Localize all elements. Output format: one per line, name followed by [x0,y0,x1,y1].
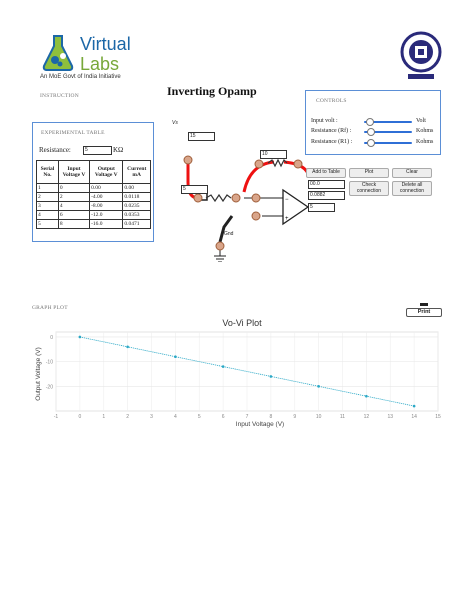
table-cell: 0.00 [90,184,123,193]
column-header: Output Voltage V [90,161,123,184]
controls-panel [305,90,441,155]
tagline: An MoE Govt of India Initiative [40,74,121,80]
table-cell: 0.0353 [123,211,151,220]
plot-button[interactable]: Plot [349,168,389,178]
y-tick-label: -10 [45,359,53,366]
table-cell: 8 [58,220,89,229]
data-point [79,336,82,339]
y-axis-label: Output Voltage (V) [35,347,42,401]
resistance-label: Resistance: [39,146,71,154]
table-row [37,211,151,220]
institute-seal-icon [400,26,442,82]
app-frame [28,24,444,274]
data-point [126,346,129,349]
terminal-ground [216,242,224,250]
instruction-link[interactable]: INSTRUCTION [40,93,79,99]
resistor-r1-icon [206,195,231,201]
table-cell: 5 [37,220,59,229]
chart-title: Vo-Vi Plot [222,318,262,328]
x-tick-label: 11 [339,414,346,420]
experimental-table-panel [32,122,154,242]
terminal-rf-left [255,160,263,168]
x-tick-label: 13 [387,414,394,420]
data-point [317,385,320,388]
resistance-unit: KΩ [113,146,124,154]
table-cell: -4.00 [90,193,123,202]
terminal-node-a [252,194,260,202]
input-volt-unit: Volt [416,118,426,124]
table-cell: 2 [58,193,89,202]
flask-logo-icon [38,32,78,72]
table-cell: -16.0 [90,220,123,229]
page-title: Inverting Opamp [167,84,257,98]
terminal-r1-left [194,194,202,202]
x-tick-label: 4 [173,414,177,420]
experimental-table [36,160,151,229]
table-header-row [37,161,151,184]
logo-text-virtual: Virtual [80,34,131,54]
gnd-label: Gnd [224,231,234,237]
terminal-node-b [252,212,260,220]
data-point [174,355,177,358]
x-tick-label: 15 [435,414,441,420]
column-header: Current mA [123,161,151,184]
current-readout: 0.0882 [308,191,345,200]
svg-text:+: + [285,216,289,222]
r1-slider-thumb[interactable] [367,139,375,147]
data-point [413,405,416,408]
vo-vi-chart [30,314,442,434]
y-tick-label: 0 [50,334,53,341]
table-row [37,193,151,202]
delete-all-connection-button[interactable]: Delete all connection [392,181,432,196]
r1-label: Resistance (R1) : [311,139,353,145]
input-volt-slider-thumb[interactable] [366,118,374,126]
clear-button[interactable]: Clear [392,168,432,178]
x-tick-label: 5 [197,414,201,420]
x-tick-label: 8 [269,414,273,420]
table-cell: -12.0 [90,211,123,220]
table-cell: 1 [37,184,59,193]
table-cell: 0.0235 [123,202,151,211]
r1-value-input[interactable]: 5 [181,185,208,194]
table-cell: 3 [37,202,59,211]
experimental-table-label: EXPERIMENTAL TABLE [41,130,105,136]
check-connection-button[interactable]: Check connection [349,181,389,196]
table-cell: 0.0118 [123,193,151,202]
terminal-vs [184,156,192,164]
rf-value-input[interactable]: 10 [260,150,287,159]
data-point [365,395,368,398]
vs-value-input[interactable]: 15 [188,132,215,141]
table-cell: 0.0471 [123,220,151,229]
printer-icon[interactable] [419,302,429,307]
table-cell: 4 [58,202,89,211]
svg-text:−: − [285,197,289,203]
x-tick-label: 1 [102,414,106,420]
header [28,24,444,86]
rf-slider-thumb[interactable] [367,128,375,136]
x-tick-label: 10 [315,414,322,420]
vs-label: Vs [172,120,178,126]
table-row [37,184,151,193]
terminal-r1-right [232,194,240,202]
table-row [37,220,151,229]
resistance-readout: 5 [308,203,335,212]
table-cell: 4 [37,211,59,220]
column-header: Input Voltage V [58,161,89,184]
x-tick-label: 3 [150,414,153,420]
y-tick-label: -20 [45,384,53,391]
x-tick-label: 2 [126,414,130,420]
add-to-table-button[interactable]: Add to Table [306,168,346,178]
vout-readout: 00.0 [308,180,345,189]
table-cell: 6 [58,211,89,220]
data-point [270,375,273,378]
x-axis-label: Input Voltage (V) [235,421,285,428]
rf-unit: Kohms [416,128,434,134]
resistance-input[interactable]: 5 [83,146,112,155]
controls-label: CONTROLS [316,98,347,104]
logo-text-labs: Labs [80,54,120,74]
x-tick-label: 7 [245,414,249,420]
graph-panel [28,300,444,436]
x-tick-label: 6 [221,414,225,420]
table-row [37,202,151,211]
table-cell: 0 [58,184,89,193]
table-cell: -8.00 [90,202,123,211]
x-tick-label: 12 [363,414,370,420]
column-header: Serial No. [37,161,59,184]
x-tick-label: 14 [411,414,417,420]
terminal-rf-right [294,160,302,168]
graph-plot-label: GRAPH PLOT [32,305,68,311]
print-button[interactable]: Print [406,308,442,317]
table-cell: 2 [37,193,59,202]
input-volt-label: Input volt : [311,118,338,124]
r1-unit: Kohms [416,139,434,145]
table-cell: 0.00 [123,184,151,193]
x-tick-label: 9 [293,414,297,420]
x-tick-label: -1 [53,414,59,420]
x-tick-label: 0 [78,414,82,420]
rf-label: Resistance (Rf) : [311,128,352,134]
data-point [222,365,225,368]
